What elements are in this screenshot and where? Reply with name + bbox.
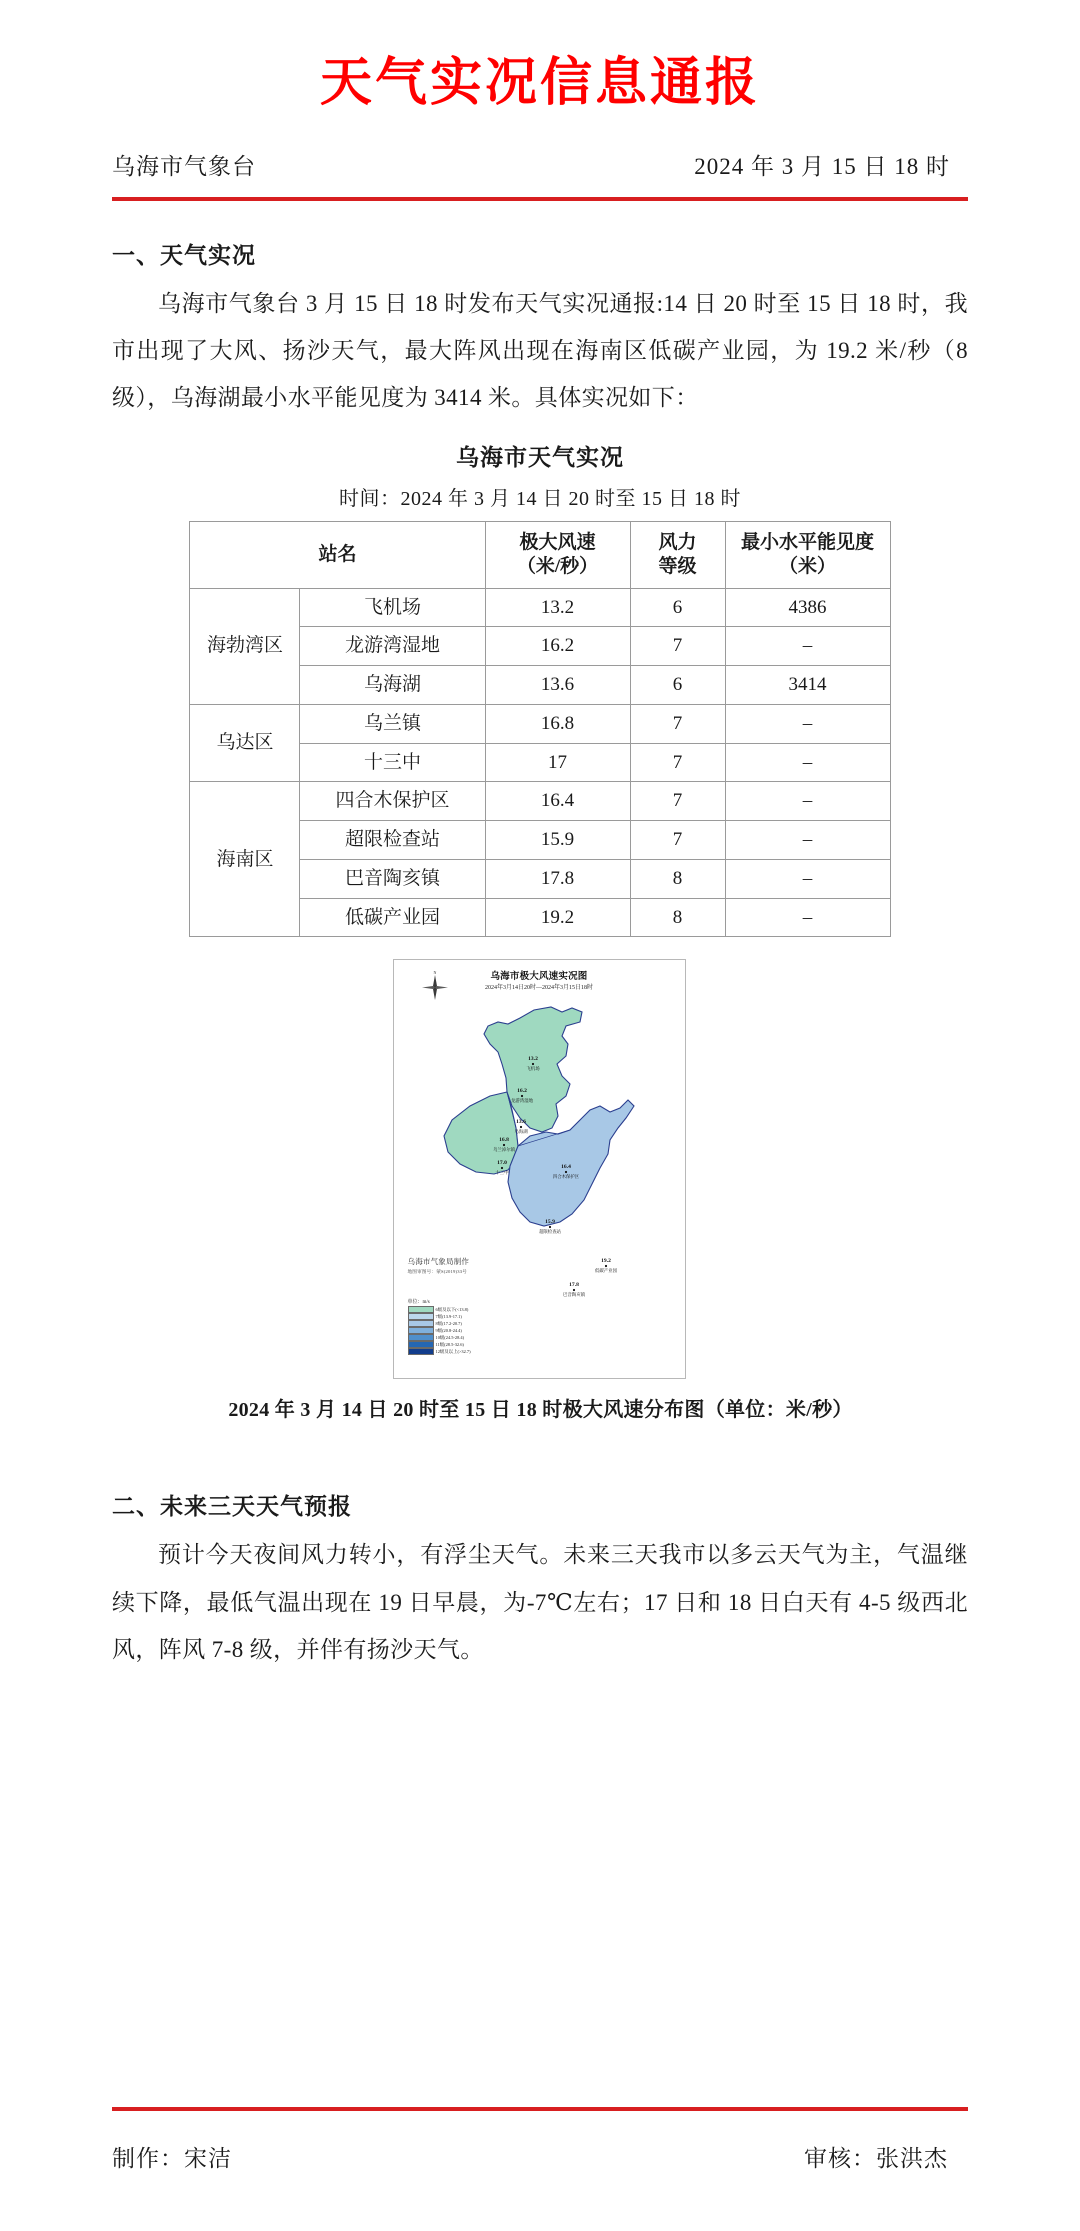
legend-label: 10级(24.5-28.4) — [435, 1334, 465, 1340]
cell-wind-level: 8 — [630, 859, 725, 898]
legend-swatch — [408, 1327, 434, 1334]
station-value-1: 16.2 — [516, 1088, 527, 1095]
station-label-7: 巴音陶亥镇 — [562, 1292, 585, 1298]
legend-swatch — [408, 1341, 434, 1348]
table-row — [190, 588, 890, 627]
col-header-wind-level-line2: 等级 — [658, 555, 697, 577]
footer-divider — [112, 2107, 968, 2111]
legend-label: 8级(17.2-20.7) — [435, 1320, 462, 1326]
masthead — [0, 0, 1080, 114]
map-credit-note: 地图审图号：蒙S(2019)33号 — [407, 1269, 468, 1275]
cell-station: 巴音陶亥镇 — [300, 859, 485, 898]
table-subtitle: 时间：2024 年 3 月 14 日 20 时至 15 日 18 时 — [339, 488, 741, 511]
col-header-wind-speed — [485, 522, 630, 589]
cell-station: 低碳产业园 — [300, 898, 485, 937]
cell-visibility: 3414 — [725, 666, 890, 705]
table-header-row — [190, 522, 890, 589]
cell-station: 龙游湾湿地 — [300, 627, 485, 666]
map-title: 乌海市极大风速实况图 — [490, 972, 588, 983]
footer-producer: 制作：宋洁 — [112, 2146, 232, 2171]
cell-wind-level: 6 — [630, 666, 725, 705]
legend-row — [408, 1334, 471, 1341]
station-label-2: 乌海湖 — [513, 1129, 528, 1135]
station-value-0: 13.2 — [527, 1056, 538, 1063]
col-header-visibility — [725, 522, 890, 589]
cell-wind-speed: 13.2 — [485, 588, 630, 627]
legend-label: 6级及以下(<13.8) — [435, 1306, 469, 1312]
legend-label: 11级(28.5-32.6) — [435, 1341, 464, 1347]
cell-visibility: – — [725, 821, 890, 860]
legend-swatch — [408, 1334, 434, 1341]
issuer-row — [112, 148, 968, 181]
cell-visibility: – — [725, 898, 890, 937]
document-body — [112, 201, 968, 1673]
station-label-0: 飞机场 — [525, 1066, 540, 1072]
legend-row — [408, 1306, 471, 1313]
weather-table-block — [112, 439, 968, 937]
cell-visibility: – — [725, 743, 890, 782]
legend-row — [408, 1341, 471, 1348]
cell-wind-level: 7 — [630, 704, 725, 743]
cell-visibility: – — [725, 627, 890, 666]
station-label-3: 乌兰淖尔镇 — [492, 1147, 515, 1153]
cell-station: 乌海湖 — [300, 666, 485, 705]
cell-station: 四合木保护区 — [300, 782, 485, 821]
table-row — [190, 782, 890, 821]
col-header-wind-speed-line2: （米/秒） — [516, 555, 599, 577]
figure-caption: 2024 年 3 月 14 日 20 时至 15 日 18 时极大风速分布图（单位：米/秒） — [228, 1399, 853, 1422]
cell-district: 海南区 — [190, 782, 300, 937]
table-row — [190, 704, 890, 743]
col-header-visibility-line1: 最小水平能见度 — [740, 532, 874, 554]
station-value-6: 15.9 — [544, 1219, 555, 1226]
cell-station: 乌兰镇 — [300, 704, 485, 743]
col-header-visibility-line2: （米） — [778, 555, 836, 577]
cell-visibility: – — [725, 782, 890, 821]
section-heading-2: 二、未来三天天气预报 — [112, 1494, 352, 1520]
cell-wind-speed: 16.4 — [485, 782, 630, 821]
col-header-wind-level-line1: 风力 — [658, 532, 697, 554]
section-2 — [112, 1488, 968, 1672]
cell-district: 乌达区 — [190, 704, 300, 782]
legend-label: 9级(20.8-24.4) — [435, 1327, 462, 1333]
table-body — [190, 588, 890, 937]
wind-map-figure — [228, 959, 853, 1422]
col-header-wind-level — [630, 522, 725, 589]
legend-row — [408, 1327, 471, 1334]
cell-wind-speed: 17.8 — [485, 859, 630, 898]
cell-visibility: – — [725, 704, 890, 743]
footer-reviewer: 审核：张洪杰 — [804, 2146, 948, 2171]
legend-swatch — [408, 1306, 434, 1313]
footer — [112, 2140, 968, 2173]
table-title: 乌海市天气实况 — [456, 445, 624, 471]
legend-swatch — [408, 1313, 434, 1320]
cell-visibility: – — [725, 859, 890, 898]
map-credit — [408, 1256, 470, 1275]
cell-visibility: 4386 — [725, 588, 890, 627]
station-value-5: 16.4 — [560, 1164, 571, 1171]
cell-wind-speed: 17 — [485, 743, 630, 782]
section-paragraph-2: 预计今天夜间风力转小，有浮尘天气。未来三天我市以多云天气为主，气温继续下降，最低气温出现在 19 日早晨，为-7℃左右；17 日和 18 日白天有 4-5 级西北风，阵风 7-8 级，并伴有扬沙天气。 — [112, 1542, 968, 1662]
cell-district: 海勃湾区 — [190, 588, 300, 704]
col-header-wind-speed-line1: 极大风速 — [519, 532, 596, 554]
legend-row — [408, 1313, 471, 1320]
weather-observation-table — [189, 521, 890, 937]
cell-wind-level: 8 — [630, 898, 725, 937]
station-value-3: 16.8 — [498, 1137, 509, 1144]
map-credit-text: 乌海市气象局制作 — [407, 1257, 470, 1267]
legend-swatch — [408, 1348, 434, 1355]
col-header-station: 站名 — [190, 522, 485, 589]
station-value-8: 19.2 — [600, 1258, 611, 1265]
section-paragraph-1: 乌海市气象台 3 月 15 日 18 时发布天气实况通报:14 日 20 时至 15 日 18 时，我市出现了大风、扬沙天气，最大阵风出现在海南区低碳产业园，为 19.2 米/秒（8 级），乌海湖最小水平能见度为 3414 米。具体实况如下： — [112, 290, 968, 411]
cell-station: 十三中 — [300, 743, 485, 782]
cell-station: 飞机场 — [300, 588, 485, 627]
map-legend — [408, 1298, 471, 1355]
cell-wind-level: 7 — [630, 782, 725, 821]
station-value-4: 17.0 — [496, 1160, 507, 1167]
legend-items — [408, 1306, 471, 1355]
station-label-8: 低碳产业园 — [594, 1268, 617, 1274]
svg-text:N: N — [433, 970, 436, 976]
station-label-5: 四合木保护区 — [552, 1174, 579, 1180]
cell-wind-level: 7 — [630, 821, 725, 860]
station-value-7: 17.8 — [568, 1282, 579, 1289]
station-value-2: 13.6 — [515, 1119, 526, 1126]
cell-wind-speed: 16.8 — [485, 704, 630, 743]
legend-label: 12级及以上(>32.7) — [435, 1348, 471, 1354]
legend-label: 7级(13.9-17.1) — [435, 1313, 462, 1319]
legend-row — [408, 1320, 471, 1327]
cell-wind-speed: 19.2 — [485, 898, 630, 937]
cell-wind-level: 7 — [630, 743, 725, 782]
wind-map-image — [393, 959, 686, 1379]
page-title: 天气实况信息通报 — [319, 55, 760, 112]
station-label-4: 十三中 — [494, 1170, 509, 1176]
cell-wind-level: 7 — [630, 627, 725, 666]
section-heading-1: 一、天气实况 — [112, 242, 256, 268]
station-label-1: 龙游湾湿地 — [510, 1098, 533, 1104]
cell-wind-speed: 15.9 — [485, 821, 630, 860]
issuer-name: 乌海市气象台 — [112, 153, 256, 179]
cell-wind-speed: 16.2 — [485, 627, 630, 666]
station-label-6: 超限检查站 — [538, 1229, 561, 1235]
legend-unit-label: 单位：m/s — [407, 1300, 430, 1306]
map-subtitle: 2024年3月14日20时—2024年3月15日18时 — [484, 985, 593, 992]
legend-row — [408, 1348, 471, 1355]
cell-wind-level: 6 — [630, 588, 725, 627]
legend-swatch — [408, 1320, 434, 1327]
issue-datetime: 2024 年 3 月 15 日 18 时 — [694, 153, 950, 179]
cell-wind-speed: 13.6 — [485, 666, 630, 705]
cell-station: 超限检查站 — [300, 821, 485, 860]
